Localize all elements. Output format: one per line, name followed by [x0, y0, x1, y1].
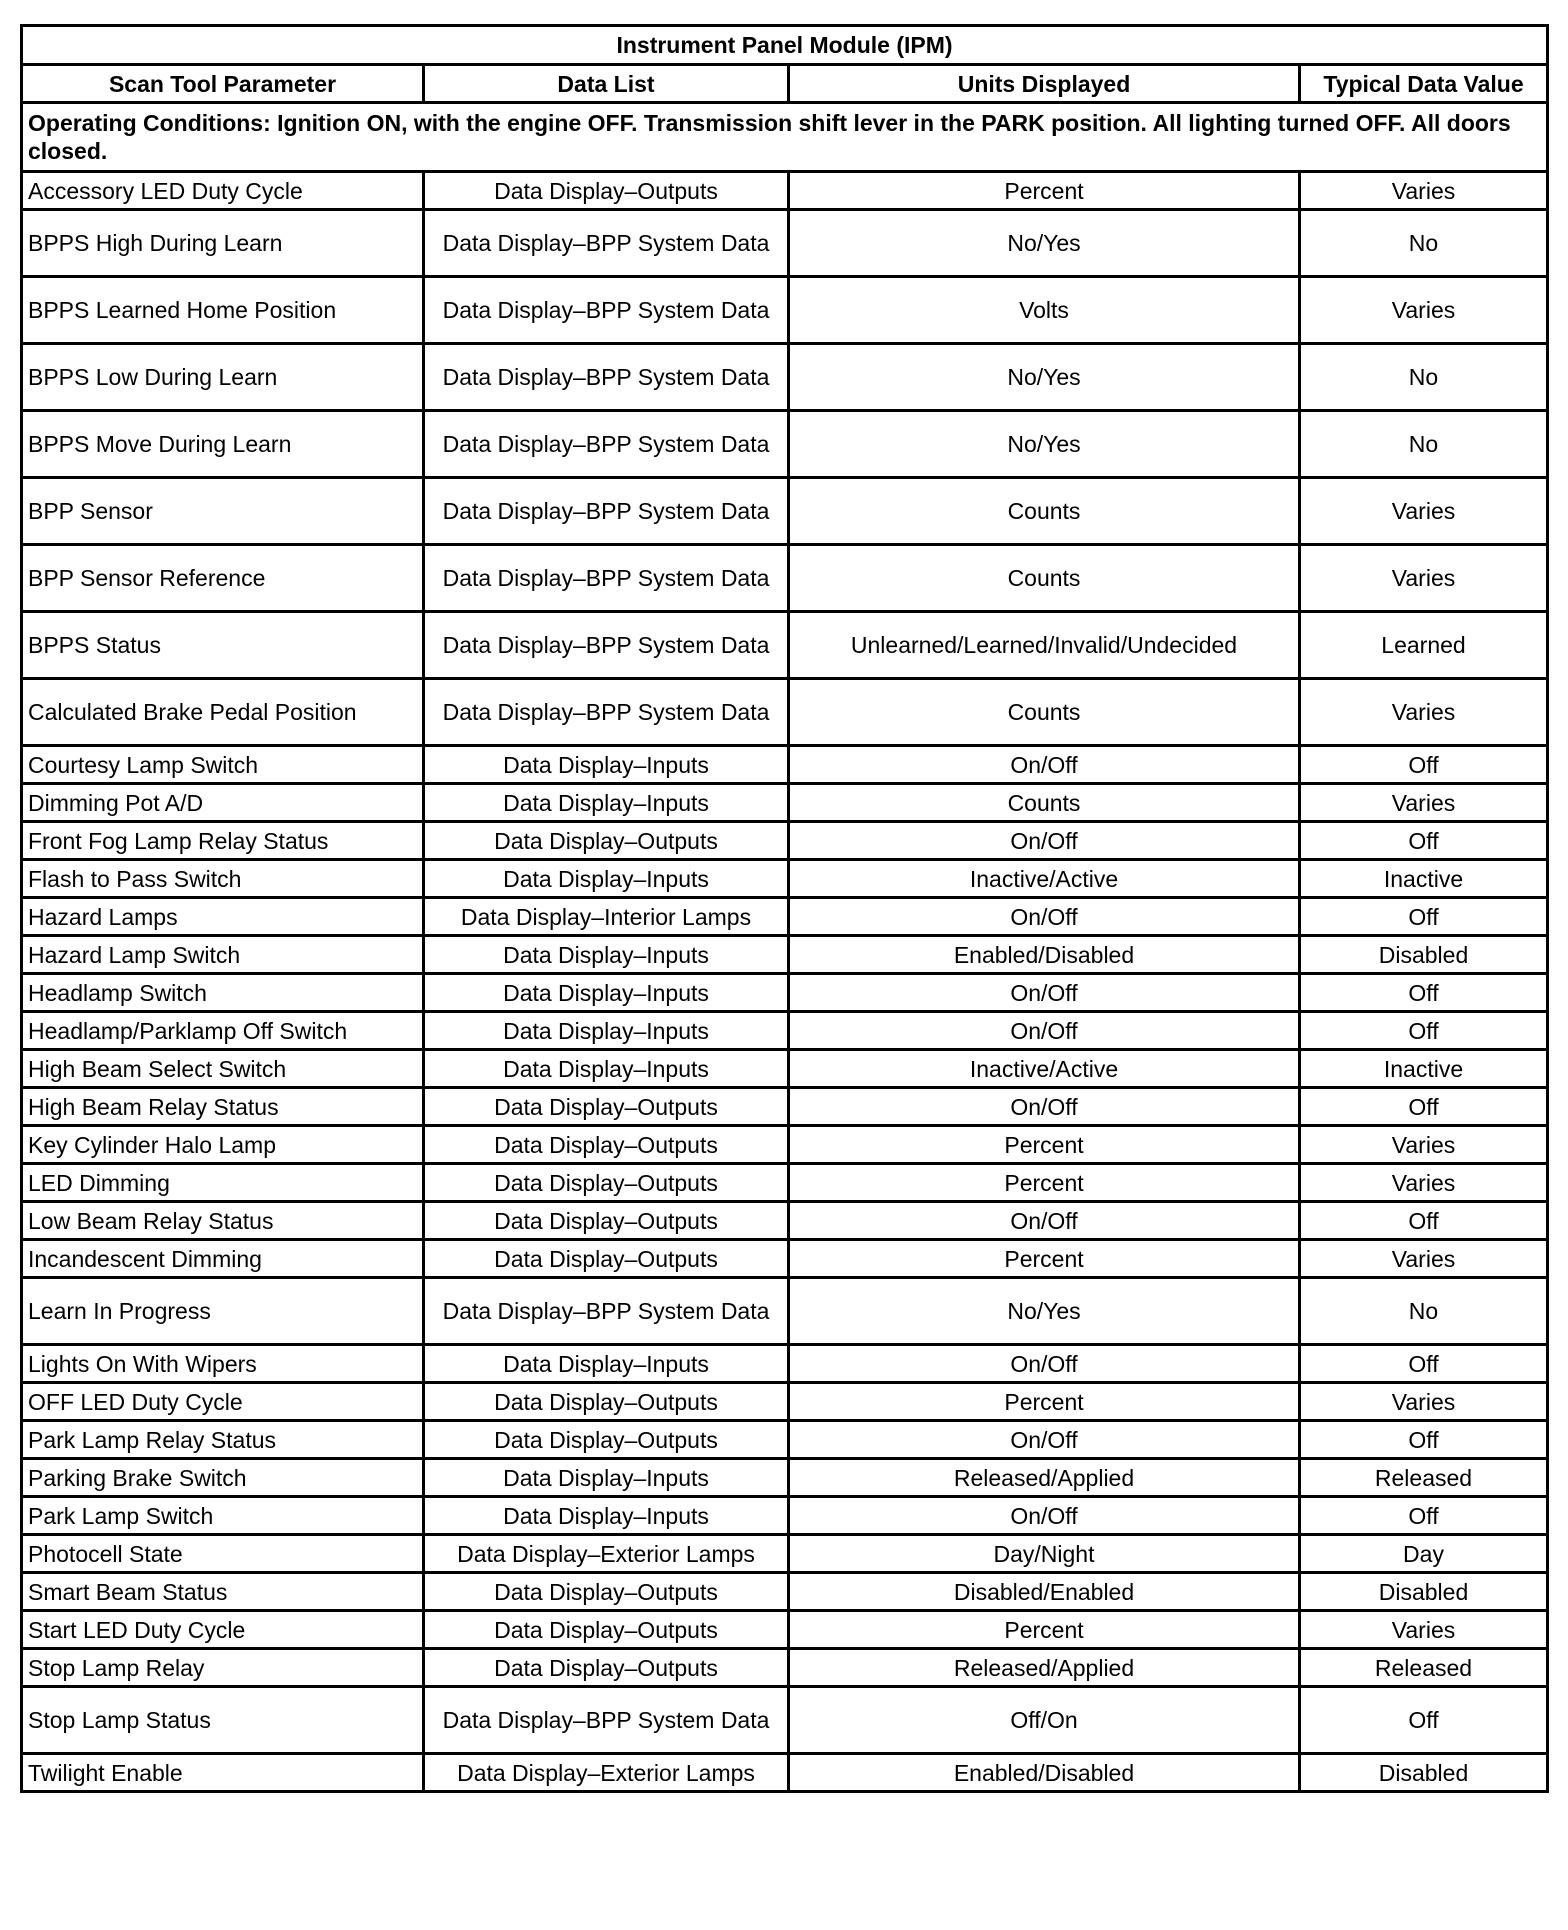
table-row — [22, 784, 1548, 822]
parameter-cell: OFF LED Duty Cycle — [22, 1383, 424, 1421]
table-row — [22, 860, 1548, 898]
parameter-cell: Incandescent Dimming — [22, 1240, 424, 1278]
data-list-cell: Data Display–BPP System Data — [424, 545, 789, 612]
title-row — [22, 26, 1548, 65]
table-row — [22, 936, 1548, 974]
table-row — [22, 1088, 1548, 1126]
table-row — [22, 411, 1548, 478]
parameter-cell: BPPS Learned Home Position — [22, 277, 424, 344]
parameter-cell: Courtesy Lamp Switch — [22, 746, 424, 784]
units-cell: No/Yes — [789, 1278, 1300, 1345]
units-cell: No/Yes — [789, 344, 1300, 411]
parameter-cell: BPPS High During Learn — [22, 210, 424, 277]
parameter-cell: Twilight Enable — [22, 1754, 424, 1792]
table-row — [22, 1497, 1548, 1535]
typical-value-cell: Released — [1300, 1649, 1548, 1687]
table-row — [22, 344, 1548, 411]
parameter-cell: Calculated Brake Pedal Position — [22, 679, 424, 746]
data-list-cell: Data Display–BPP System Data — [424, 478, 789, 545]
units-cell: Day/Night — [789, 1535, 1300, 1573]
units-cell: Percent — [789, 1164, 1300, 1202]
units-cell: On/Off — [789, 1345, 1300, 1383]
header-data-list: Data List — [424, 65, 789, 103]
parameter-cell: Smart Beam Status — [22, 1573, 424, 1611]
units-cell: Volts — [789, 277, 1300, 344]
units-cell: Released/Applied — [789, 1459, 1300, 1497]
data-list-cell: Data Display–Outputs — [424, 1611, 789, 1649]
units-cell: Percent — [789, 1240, 1300, 1278]
typical-value-cell: No — [1300, 344, 1548, 411]
data-list-cell: Data Display–BPP System Data — [424, 277, 789, 344]
data-list-cell: Data Display–Outputs — [424, 1421, 789, 1459]
parameter-cell: Headlamp Switch — [22, 974, 424, 1012]
data-list-cell: Data Display–Inputs — [424, 1497, 789, 1535]
typical-value-cell: Off — [1300, 974, 1548, 1012]
parameter-cell: Key Cylinder Halo Lamp — [22, 1126, 424, 1164]
parameter-cell: Stop Lamp Status — [22, 1687, 424, 1754]
data-list-cell: Data Display–Exterior Lamps — [424, 1535, 789, 1573]
table-row — [22, 172, 1548, 210]
typical-value-cell: Varies — [1300, 1240, 1548, 1278]
parameter-cell: Lights On With Wipers — [22, 1345, 424, 1383]
data-list-cell: Data Display–Outputs — [424, 1649, 789, 1687]
typical-value-cell: No — [1300, 1278, 1548, 1345]
data-list-cell: Data Display–Inputs — [424, 860, 789, 898]
units-cell: Unlearned/Learned/Invalid/Undecided — [789, 612, 1300, 679]
units-cell: Off/On — [789, 1687, 1300, 1754]
table-row — [22, 1383, 1548, 1421]
parameter-cell: Flash to Pass Switch — [22, 860, 424, 898]
typical-value-cell: Varies — [1300, 1164, 1548, 1202]
units-cell: Counts — [789, 545, 1300, 612]
parameter-cell: Front Fog Lamp Relay Status — [22, 822, 424, 860]
typical-value-cell: Off — [1300, 1421, 1548, 1459]
units-cell: Percent — [789, 1383, 1300, 1421]
data-list-cell: Data Display–Inputs — [424, 1459, 789, 1497]
parameter-cell: Headlamp/Parklamp Off Switch — [22, 1012, 424, 1050]
typical-value-cell: Released — [1300, 1459, 1548, 1497]
typical-value-cell: Off — [1300, 1345, 1548, 1383]
header-row — [22, 65, 1548, 103]
data-list-cell: Data Display–Inputs — [424, 1012, 789, 1050]
parameter-cell: Photocell State — [22, 1535, 424, 1573]
table-row — [22, 1126, 1548, 1164]
table-row — [22, 1421, 1548, 1459]
data-list-cell: Data Display–BPP System Data — [424, 1278, 789, 1345]
typical-value-cell: Varies — [1300, 679, 1548, 746]
data-list-cell: Data Display–Inputs — [424, 784, 789, 822]
table-row — [22, 1611, 1548, 1649]
typical-value-cell: Disabled — [1300, 936, 1548, 974]
typical-value-cell: Learned — [1300, 612, 1548, 679]
data-list-cell: Data Display–BPP System Data — [424, 344, 789, 411]
data-list-cell: Data Display–Outputs — [424, 1126, 789, 1164]
typical-value-cell: Off — [1300, 898, 1548, 936]
data-list-cell: Data Display–BPP System Data — [424, 210, 789, 277]
table-row — [22, 1573, 1548, 1611]
table-row — [22, 1164, 1548, 1202]
units-cell: On/Off — [789, 1202, 1300, 1240]
parameter-cell: High Beam Select Switch — [22, 1050, 424, 1088]
table-row — [22, 478, 1548, 545]
parameter-cell: Park Lamp Relay Status — [22, 1421, 424, 1459]
typical-value-cell: Day — [1300, 1535, 1548, 1573]
data-list-cell: Data Display–Outputs — [424, 822, 789, 860]
parameter-cell: Learn In Progress — [22, 1278, 424, 1345]
table-row — [22, 1535, 1548, 1573]
parameter-cell: Park Lamp Switch — [22, 1497, 424, 1535]
header-units-displayed: Units Displayed — [789, 65, 1300, 103]
data-list-cell: Data Display–BPP System Data — [424, 679, 789, 746]
data-list-cell: Data Display–BPP System Data — [424, 612, 789, 679]
data-list-cell: Data Display–Inputs — [424, 974, 789, 1012]
parameter-cell: BPPS Low During Learn — [22, 344, 424, 411]
data-list-cell: Data Display–Outputs — [424, 1573, 789, 1611]
typical-value-cell: Inactive — [1300, 1050, 1548, 1088]
header-typical-data-value: Typical Data Value — [1300, 65, 1548, 103]
typical-value-cell: Varies — [1300, 478, 1548, 545]
units-cell: No/Yes — [789, 411, 1300, 478]
table-row — [22, 210, 1548, 277]
header-scan-tool-parameter: Scan Tool Parameter — [22, 65, 424, 103]
table-row — [22, 1754, 1548, 1792]
typical-value-cell: Off — [1300, 1687, 1548, 1754]
table-row — [22, 1278, 1548, 1345]
typical-value-cell: Varies — [1300, 172, 1548, 210]
units-cell: Percent — [789, 1611, 1300, 1649]
table-row — [22, 679, 1548, 746]
units-cell: Counts — [789, 784, 1300, 822]
typical-value-cell: Off — [1300, 822, 1548, 860]
units-cell: Inactive/Active — [789, 860, 1300, 898]
parameter-cell: Stop Lamp Relay — [22, 1649, 424, 1687]
table-row — [22, 545, 1548, 612]
units-cell: Counts — [789, 478, 1300, 545]
typical-value-cell: Off — [1300, 1497, 1548, 1535]
units-cell: On/Off — [789, 746, 1300, 784]
parameter-cell: Hazard Lamp Switch — [22, 936, 424, 974]
table-row — [22, 612, 1548, 679]
table-row — [22, 1012, 1548, 1050]
units-cell: On/Off — [789, 1497, 1300, 1535]
units-cell: Inactive/Active — [789, 1050, 1300, 1088]
data-list-cell: Data Display–Outputs — [424, 1383, 789, 1421]
data-list-cell: Data Display–Outputs — [424, 1202, 789, 1240]
typical-value-cell: Varies — [1300, 277, 1548, 344]
table-row — [22, 1240, 1548, 1278]
data-list-cell: Data Display–Inputs — [424, 936, 789, 974]
typical-value-cell: Disabled — [1300, 1573, 1548, 1611]
operating-conditions: Operating Conditions: Ignition ON, with the engine OFF. Transmission shift lever in the PARK position. All lighting turned OFF. All doors closed. — [22, 103, 1548, 172]
table-title: Instrument Panel Module (IPM) — [22, 26, 1548, 65]
data-list-cell: Data Display–Inputs — [424, 1050, 789, 1088]
units-cell: Enabled/Disabled — [789, 936, 1300, 974]
table-row — [22, 974, 1548, 1012]
units-cell: Enabled/Disabled — [789, 1754, 1300, 1792]
parameter-cell: Hazard Lamps — [22, 898, 424, 936]
units-cell: On/Off — [789, 898, 1300, 936]
table-body — [22, 172, 1548, 1792]
table-row — [22, 1649, 1548, 1687]
units-cell: On/Off — [789, 1088, 1300, 1126]
parameter-cell: Low Beam Relay Status — [22, 1202, 424, 1240]
data-list-cell: Data Display–Outputs — [424, 1164, 789, 1202]
typical-value-cell: Inactive — [1300, 860, 1548, 898]
table-row — [22, 1345, 1548, 1383]
parameter-cell: BPP Sensor Reference — [22, 545, 424, 612]
parameter-cell: BPP Sensor — [22, 478, 424, 545]
parameter-cell: Dimming Pot A/D — [22, 784, 424, 822]
typical-value-cell: Varies — [1300, 1611, 1548, 1649]
data-list-cell: Data Display–Exterior Lamps — [424, 1754, 789, 1792]
table-row — [22, 822, 1548, 860]
units-cell: No/Yes — [789, 210, 1300, 277]
parameter-cell: BPPS Status — [22, 612, 424, 679]
data-list-cell: Data Display–BPP System Data — [424, 1687, 789, 1754]
parameter-cell: High Beam Relay Status — [22, 1088, 424, 1126]
table-row — [22, 898, 1548, 936]
units-cell: Released/Applied — [789, 1649, 1300, 1687]
typical-value-cell: Off — [1300, 1012, 1548, 1050]
parameter-cell: LED Dimming — [22, 1164, 424, 1202]
typical-value-cell: Varies — [1300, 1126, 1548, 1164]
parameter-cell: BPPS Move During Learn — [22, 411, 424, 478]
table-row — [22, 1202, 1548, 1240]
units-cell: On/Off — [789, 1012, 1300, 1050]
table-row — [22, 1459, 1548, 1497]
typical-value-cell: Disabled — [1300, 1754, 1548, 1792]
units-cell: On/Off — [789, 974, 1300, 1012]
typical-value-cell: Varies — [1300, 1383, 1548, 1421]
data-list-cell: Data Display–Inputs — [424, 1345, 789, 1383]
units-cell: Disabled/Enabled — [789, 1573, 1300, 1611]
table-row — [22, 746, 1548, 784]
ipm-data-table — [20, 24, 1549, 1793]
table-row — [22, 1050, 1548, 1088]
typical-value-cell: Off — [1300, 1088, 1548, 1126]
units-cell: On/Off — [789, 1421, 1300, 1459]
units-cell: On/Off — [789, 822, 1300, 860]
units-cell: Percent — [789, 172, 1300, 210]
data-list-cell: Data Display–Interior Lamps — [424, 898, 789, 936]
data-list-cell: Data Display–Outputs — [424, 172, 789, 210]
typical-value-cell: Varies — [1300, 545, 1548, 612]
typical-value-cell: No — [1300, 210, 1548, 277]
data-list-cell: Data Display–BPP System Data — [424, 411, 789, 478]
parameter-cell: Start LED Duty Cycle — [22, 1611, 424, 1649]
typical-value-cell: No — [1300, 411, 1548, 478]
units-cell: Percent — [789, 1126, 1300, 1164]
table-row — [22, 1687, 1548, 1754]
data-list-cell: Data Display–Inputs — [424, 746, 789, 784]
typical-value-cell: Off — [1300, 1202, 1548, 1240]
table-row — [22, 277, 1548, 344]
parameter-cell: Accessory LED Duty Cycle — [22, 172, 424, 210]
typical-value-cell: Off — [1300, 746, 1548, 784]
conditions-row — [22, 103, 1548, 172]
data-list-cell: Data Display–Outputs — [424, 1088, 789, 1126]
typical-value-cell: Varies — [1300, 784, 1548, 822]
units-cell: Counts — [789, 679, 1300, 746]
data-list-cell: Data Display–Outputs — [424, 1240, 789, 1278]
parameter-cell: Parking Brake Switch — [22, 1459, 424, 1497]
